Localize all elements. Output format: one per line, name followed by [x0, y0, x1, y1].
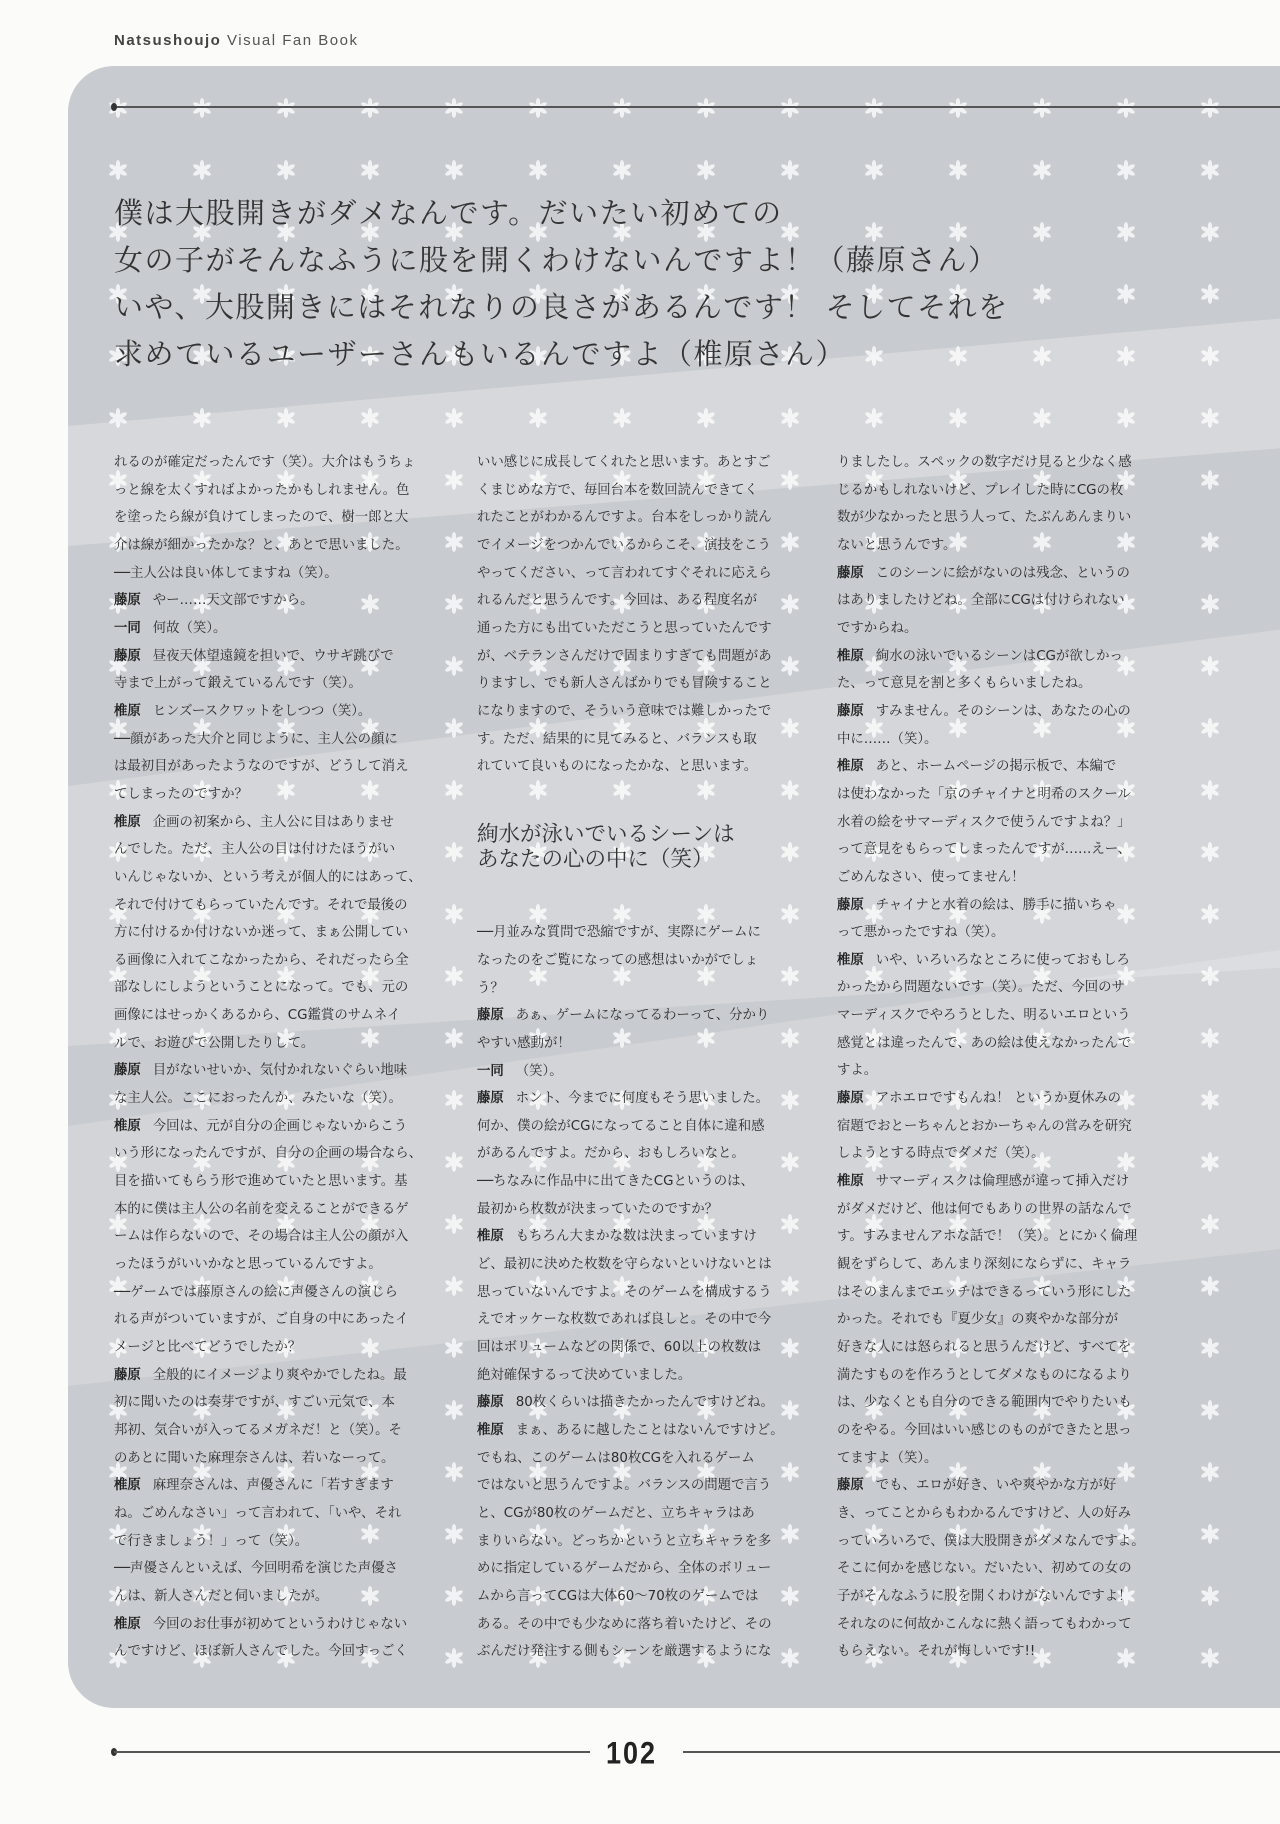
- text-line: メージと比べてどうでしたか？: [114, 1340, 302, 1355]
- text-line: ね。ごめんなさい」って言われて、「いや、それ: [114, 1505, 402, 1521]
- speaker-name: 藤原: [837, 703, 864, 719]
- speaker-name: 一同: [114, 620, 141, 636]
- speaker-name: 椎原: [837, 759, 864, 775]
- text-line: は最初目があったようなのですが、どうして消え: [114, 759, 409, 775]
- text-line: はそのまんまでエッチはできるっていう形にした: [837, 1284, 1132, 1300]
- speech-text: すみません。そのシーンは、あなたの心の: [875, 703, 1131, 719]
- column-2-top: [477, 449, 801, 781]
- text-line: ではないと思うんですよ。バランスの問題で言う: [477, 1478, 772, 1494]
- text-line: いい感じに成長してくれたと思います。あとすご: [477, 455, 771, 470]
- speech-text: 昼夜天体望遠鏡を担いで、ウサギ跳びで: [152, 648, 394, 664]
- text-line: 水着の絵をサマーディスクで使うんですよね？」: [837, 814, 1131, 830]
- speech-text: 企画の初案から、主人公に目はありませ: [152, 814, 394, 830]
- text-line: き、ってことからもわかるんですけど、人の好み: [837, 1505, 1132, 1521]
- text-line: [477, 1085, 801, 1113]
- top-rule: [114, 106, 1280, 108]
- text-line: ルで、お遊びで公開したりして。: [114, 1035, 315, 1051]
- text-line: っと線を太くすればよかったかもしれません。色: [114, 482, 410, 498]
- speaker-name: 椎原: [477, 1423, 504, 1439]
- speech-text: （笑）。: [515, 1063, 563, 1079]
- text-line: 感覚とは違ったんで、あの絵は使えなかったんで: [837, 1035, 1132, 1051]
- text-line: もらえない。それが悔しいです!!: [837, 1644, 1036, 1660]
- text-line: でもね、このゲームは80枚CGを入れるゲーム: [477, 1450, 755, 1466]
- text-line: くまじめな方で、毎回台本を数回読んできてく: [477, 482, 758, 498]
- text-line: る画像に入れてこなかったから、それだったら全: [114, 952, 409, 968]
- pull-quote-line: 女の子がそんなふうに股を開くわけないんですよ！（藤原さん）: [114, 243, 999, 277]
- speaker-name: 藤原: [114, 1063, 141, 1079]
- section-heading-line: 絢水が泳いでいるシーンは: [477, 822, 735, 847]
- text-line: はありましたけどね。全部にCGは付けられない: [837, 593, 1125, 609]
- text-line: [837, 1085, 1161, 1113]
- text-line: れる声がついていますが、ご自身の中にあったイ: [114, 1312, 409, 1328]
- text-line: [837, 643, 1161, 671]
- text-line: 画像にはせっかくあるから、CG鑑賞のサムネイ: [114, 1008, 401, 1024]
- text-line: 好きな人には怒られると思うんだけど、すべてを: [837, 1340, 1132, 1355]
- speech-text: チャイナと水着の絵は、勝手に描いちゃ: [875, 897, 1117, 913]
- text-line: れていて良いものになったかな、と思います。: [477, 759, 758, 775]
- text-line: かったから問題ないです（笑）。ただ、今回のサ: [837, 980, 1125, 996]
- text-line: ないと思うんです。: [837, 537, 957, 553]
- pull-quote-line: 求めているユーザーさんもいるんですよ（椎原さん）: [114, 337, 847, 371]
- text-line: [477, 1417, 801, 1445]
- text-line: 数が少なかったと思う人って、たぶんあんまりい: [837, 510, 1132, 526]
- speaker-name: 椎原: [114, 1118, 141, 1134]
- speaker-name: 椎原: [114, 1616, 141, 1632]
- text-line: 宿題でおとーちゃんとおかーちゃんの営みを研究: [837, 1118, 1132, 1134]
- section-heading-line: あなたの心の中に（笑）: [477, 847, 714, 872]
- text-line: 方に付けるか付けないか迷って、まぁ公開してい: [114, 925, 409, 941]
- text-line: でイメージをつかんでいるからこそ、演技をこう: [477, 537, 771, 553]
- text-line: しようとする時点でダメだ（笑）。: [837, 1146, 1045, 1162]
- text-line: [477, 1002, 801, 1030]
- text-line: [837, 1472, 1161, 1500]
- text-line: 思っていないんですよ。そのゲームを構成するう: [477, 1284, 772, 1300]
- text-line: [114, 1362, 438, 1390]
- speaker-name: 藤原: [477, 1091, 504, 1107]
- text-line: は使わなかった「京のチャイナと明希のスクール: [837, 786, 1131, 802]
- text-line: ったほうがいいかなと思っているんですよ。: [114, 1257, 382, 1273]
- text-line: [114, 809, 438, 837]
- text-line: じるかもしれないけど、プレイした時にCGの枚: [837, 482, 1124, 498]
- text-line: [114, 1611, 438, 1639]
- speaker-name: 椎原: [837, 648, 864, 664]
- text-line: すよ。: [837, 1063, 878, 1079]
- text-line: ──月並みな質問で恐縮ですが、実際にゲームに: [477, 925, 761, 941]
- text-line: まりいらない。どっちかというと立ちキャラを多: [477, 1533, 772, 1549]
- text-line: 本的に僕は主人公の名前を変えることができるゲ: [114, 1201, 409, 1217]
- text-line: てしまったのですか？: [114, 786, 248, 802]
- speaker-name: 椎原: [114, 1478, 141, 1494]
- speaker-name: 藤原: [837, 1478, 864, 1494]
- text-line: りましたし。スペックの数字だけ見ると少なく感: [837, 455, 1132, 470]
- text-line: れたことがわかるんですよ。台本をしっかり読ん: [477, 510, 772, 526]
- text-line: で行きましょう！」って（笑）。: [114, 1533, 309, 1549]
- text-line: りますし、でも新人さんばかりでも冒険すること: [477, 676, 772, 692]
- text-line: 通った方にも出ていただこうと思っていたんです: [477, 620, 772, 636]
- text-line: がダメだけど、他は何でもありの世界の話なんで: [837, 1201, 1132, 1217]
- text-line: そこに何かを感じない。だいたい、初めての女の: [837, 1561, 1132, 1577]
- text-line: っていろいろで、僕は大股開きがダメなんですよ。: [837, 1533, 1145, 1549]
- speech-text: ヒンズースクワットをしつつ（笑）。: [152, 703, 372, 719]
- text-line: なったのをご覧になっての感想はいかがでしょ: [477, 952, 759, 968]
- text-line: 中に……（笑）。: [837, 731, 938, 747]
- text-line: [114, 1113, 438, 1141]
- text-line: ごめんなさい、使ってません！: [837, 869, 1025, 885]
- text-line: のあとに聞いた麻理奈さんは、若いなーって。: [114, 1450, 395, 1466]
- text-line: 絶対確保するって決めていました。: [477, 1367, 692, 1383]
- speech-text: 麻理奈さんは、声優さんに「若すぎます: [152, 1478, 394, 1494]
- text-line: 初に聞いたのは奏芽ですが、すごい元気で、本: [114, 1395, 395, 1411]
- speech-text: 目がないせいか、気付かれないぐらい地味: [152, 1063, 408, 1079]
- speech-text: アホエロですもんね！ というか夏休みの: [875, 1091, 1122, 1107]
- speech-text: このシーンに絵がないのは残念、というの: [875, 565, 1130, 581]
- speech-text: もちろん大まかな数は決まっていますけ: [515, 1229, 757, 1245]
- text-line: [114, 615, 438, 643]
- text-line: いう形になったんですが、自分の企画の場合なら、: [114, 1146, 422, 1162]
- text-line: ぶんだけ発注する側もシーンを厳選するようにな: [477, 1644, 772, 1660]
- text-line: えでオッケーな枚数であれば良しと。その中で今: [477, 1312, 772, 1328]
- speaker-name: 椎原: [114, 814, 141, 830]
- rule-dot: [111, 103, 117, 111]
- header-series: Natsushoujo: [114, 32, 222, 49]
- text-line: 部なしにしようということになって。でも、元の: [114, 980, 409, 996]
- text-line: す。すみませんアホな話で！（笑）。とにかく倫理: [837, 1229, 1138, 1245]
- text-line: [837, 753, 1161, 781]
- text-line: それで付けてもらっていたんです。それで最後の: [114, 897, 408, 913]
- text-line: [114, 643, 438, 671]
- text-line: [477, 1058, 801, 1086]
- text-line: のをやる。今回はいい感じのものができたと思っ: [837, 1422, 1132, 1438]
- text-line: [114, 698, 438, 726]
- speaker-name: 藤原: [114, 593, 141, 609]
- speech-text: ホント、今までに何度もそう思いました。: [515, 1091, 769, 1107]
- text-line: ームは作らないので、その場合は主人公の顔が入: [114, 1229, 409, 1245]
- text-line: かった。それでも『夏少女』の爽やかな部分が: [837, 1312, 1119, 1328]
- text-line: [837, 892, 1161, 920]
- speech-text: いや、いろいろなところに使っておもしろ: [875, 952, 1130, 968]
- speaker-name: 藤原: [114, 648, 141, 664]
- text-line: 邦初、気合いが入ってるメガネだ！と（笑）。そ: [114, 1422, 402, 1438]
- speech-text: あぁ、ゲームになってるわーって、分かり: [515, 1008, 770, 1024]
- text-line: [837, 1168, 1161, 1196]
- running-header: [114, 32, 358, 49]
- text-line: んは、新人さんだと伺いましたが。: [114, 1588, 329, 1604]
- text-column-2: [477, 449, 801, 1666]
- text-line: やすい感動が！: [477, 1035, 571, 1051]
- text-line: 寺まで上がって鍛えているんです（笑）。: [114, 676, 362, 692]
- text-line: ──主人公は良い体してますね（笑）。: [114, 565, 338, 581]
- text-line: う？: [477, 980, 504, 996]
- text-line: ──顔があった大介と同じように、主人公の顔に: [114, 731, 398, 747]
- text-line: って意見をもらってしまったんですが……えー、: [837, 842, 1132, 858]
- speaker-name: 藤原: [837, 897, 864, 913]
- text-line: た、って意見を割と多くもらいましたね。: [837, 676, 1092, 692]
- speaker-name: 一同: [477, 1063, 504, 1079]
- text-line: ムから言ってCGは大体60～70枚のゲームでは: [477, 1588, 759, 1604]
- text-line: ど、最初に決めた枚数を守らないといけないとは: [477, 1257, 772, 1273]
- text-line: いんじゃないか、という考えが個人的にはあって、: [114, 869, 422, 885]
- header-title: Visual Fan Book: [227, 32, 359, 49]
- speech-text: 何故（笑）。: [152, 620, 227, 636]
- text-line: 回はボリュームなどの関係で、60以上の枚数は: [477, 1340, 762, 1356]
- text-line: [114, 587, 438, 615]
- text-line: 最初から枚数が決まっていたのですか？: [477, 1201, 719, 1217]
- text-column-1: [114, 449, 438, 1666]
- text-line: 目を描いてもらう形で進めていたと思います。基: [114, 1174, 408, 1190]
- text-line: んですけど、ほぼ新人さんでした。今回すっごく: [114, 1644, 408, 1660]
- text-line: [114, 1057, 438, 1085]
- speaker-name: 椎原: [114, 703, 141, 719]
- bottom-rule-left: [114, 1751, 590, 1753]
- text-line: 何か、僕の絵がCGになってること自体に違和感: [477, 1118, 765, 1134]
- speaker-name: 藤原: [837, 565, 864, 581]
- column-2-bottom: [477, 919, 801, 1666]
- text-line: [837, 698, 1161, 726]
- text-line: があるんですよ。だから、おもしろいなと。: [477, 1146, 745, 1162]
- text-line: は、少なくとも自分のできる範囲内でやりたいも: [837, 1395, 1132, 1411]
- text-line: やってください、って言われてすぐそれに応えら: [477, 565, 772, 581]
- text-line: 満たすものを作ろうとしてダメなものになるより: [837, 1367, 1132, 1383]
- text-column-3: [837, 449, 1161, 1666]
- pull-quote: [114, 190, 1009, 378]
- speaker-name: 椎原: [477, 1229, 504, 1245]
- text-line: れるのが確定だったんです（笑）。大介はもうちょ: [114, 455, 416, 470]
- speech-text: やー……天文部ですから。: [152, 593, 314, 609]
- speaker-name: 椎原: [837, 952, 864, 968]
- text-line: れるんだと思うんです。今回は、ある程度名が: [477, 593, 758, 609]
- text-line: めに指定しているゲームだから、全体のボリュー: [477, 1561, 772, 1577]
- text-line: んでした。ただ、主人公の目は付けたほうがい: [114, 842, 396, 858]
- speech-text: まぁ、あるに越したことはないんですけど。: [515, 1423, 784, 1439]
- text-line: と、CGが80枚のゲームだと、立ちキャラはあ: [477, 1506, 755, 1521]
- speaker-name: 藤原: [477, 1008, 504, 1024]
- speaker-name: 藤原: [837, 1091, 864, 1107]
- pull-quote-line: いや、大股開きにはそれなりの良さがあるんです！ そしてそれを: [114, 290, 1009, 324]
- speech-text: 絢水の泳いでいるシーンはCGが欲しかっ: [875, 648, 1123, 664]
- bottom-rule-right: [683, 1751, 1280, 1753]
- speech-text: でも、エロが好き、いや爽やかな方が好: [875, 1478, 1117, 1494]
- text-line: [837, 947, 1161, 975]
- speech-text: サマーディスクは倫理感が違って挿入だけ: [875, 1174, 1130, 1190]
- text-line: ですからね。: [837, 620, 918, 636]
- text-line: マーディスクでやろうとした、明るいエロという: [837, 1008, 1131, 1024]
- text-line: [837, 560, 1161, 588]
- speaker-name: 藤原: [114, 1367, 141, 1383]
- text-line: ある。その中でも少なめに落ち着いたけど、その: [477, 1616, 772, 1632]
- text-line: 介は線が細かったかな？と、あとで思いました。: [114, 537, 409, 553]
- text-line: ──ちなみに作品中に出てきたCGというのは、: [477, 1174, 754, 1190]
- speech-text: 今回のお仕事が初めてというわけじゃない: [152, 1616, 408, 1632]
- text-line: それなのに何故かこんなに熱く語ってもわかって: [837, 1616, 1132, 1632]
- text-line: [477, 1389, 801, 1417]
- text-line: [477, 1223, 801, 1251]
- speech-text: 80枚くらいは描きたかったんですけどね。: [515, 1395, 774, 1411]
- text-line: [114, 1472, 438, 1500]
- text-line: を塗ったら線が負けてしまったので、樹一郎と大: [114, 510, 409, 526]
- text-line: 子がそんなふうに股を開くわけがないんですよ！: [837, 1588, 1132, 1604]
- text-line: が、ベテランさんだけで固まりすぎても問題があ: [477, 648, 772, 664]
- text-line: な主人公。ここにおったんか、みたいな（笑）。: [114, 1091, 402, 1107]
- text-line: す。ただ、結果的に見てみると、バランスも取: [477, 731, 757, 747]
- speaker-name: 藤原: [477, 1395, 504, 1411]
- text-line: てますよ（笑）。: [837, 1450, 938, 1466]
- speech-text: あと、ホームページの掲示板で、本編で: [875, 759, 1117, 775]
- text-line: になりますので、そういう意味では難しかったで: [477, 703, 772, 719]
- text-line: ──声優さんといえば、今回明希を演じた声優さ: [114, 1561, 398, 1577]
- speaker-name: 椎原: [837, 1174, 864, 1190]
- speech-text: 全般的にイメージより爽やかでしたね。最: [152, 1367, 407, 1383]
- page-number: 102: [606, 1735, 658, 1771]
- text-line: ──ゲームでは藤原さんの絵に声優さんの演じら: [114, 1284, 398, 1300]
- pull-quote-line: 僕は大股開きがダメなんです。だいたい初めての: [114, 196, 783, 230]
- text-line: って悪かったですね（笑）。: [837, 925, 1005, 941]
- text-line: 観をずらして、あんまり深刻にならずに、キャラ: [837, 1257, 1132, 1273]
- section-heading: [477, 822, 735, 872]
- speech-text: 今回は、元が自分の企画じゃないからこう: [152, 1118, 408, 1134]
